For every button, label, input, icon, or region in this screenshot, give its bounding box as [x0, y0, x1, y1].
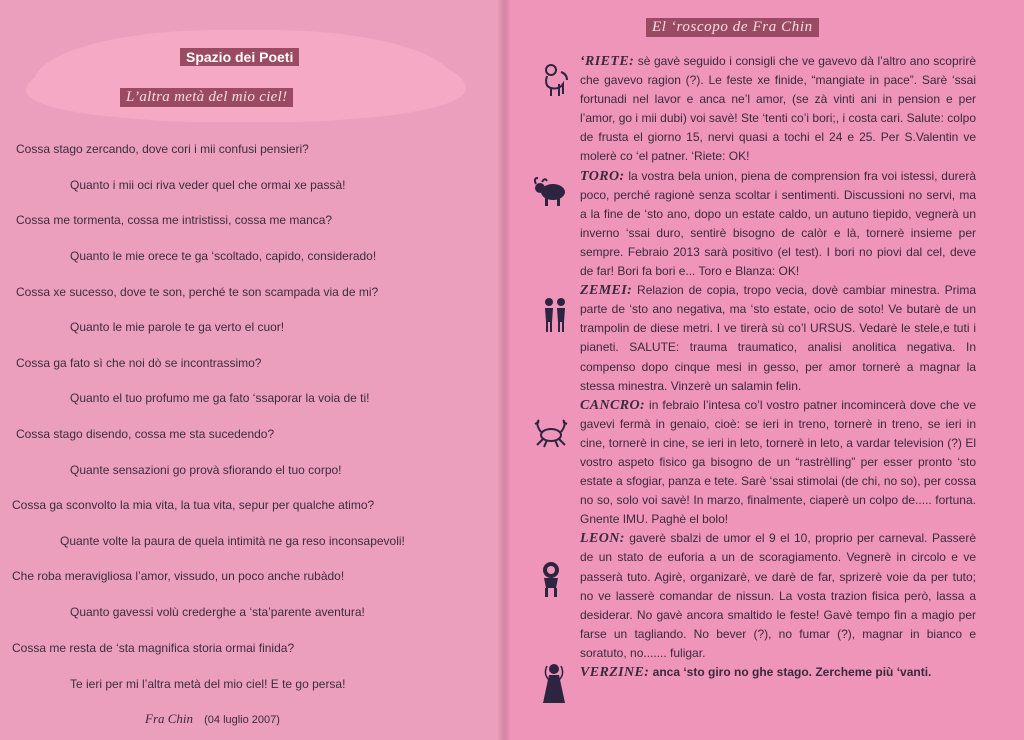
poem-title: L’altra metà del mio ciel!: [120, 88, 293, 107]
sign-virgo-label: VERZINE:: [580, 665, 650, 680]
poem-line: Te ieri per mi l’altra metà del mio ciel! E te go persa!: [70, 677, 346, 691]
cancer-text: in febraio l’intesa co’l vostro patner incomincerà dove che ve gavevi fermà in genaio, cioè: se ieri in treno, tornerè in treno, se ieri in cine, tornerè in cine, se ieri in leto, tornerè in leto, a vardar television (?) El vostro aspeto fisico ga bisogno de un “rastrèlling” per esser pronto ‘sto estate a sfogiar, panza e tete. Sarè ‘ssai stimolai (de chi, no so), per cossa no so, solo voi savè! In marzo, finalmente, ciaperè un colpo de..... fortuna. Gnente IMU. Paghè el bolo!: [580, 397, 976, 527]
poem-line: Quante volte la paura de quela intimità ne ga reso inconsapevoli!: [60, 534, 405, 548]
poem-line: Quante sensazioni go provà sfiorando el tuo corpo!: [70, 463, 342, 477]
poem-line: Cossa xe sucesso, dove te son, perché te son scampada via de mi?: [16, 285, 379, 299]
poem-line: Cossa stago disendo, cossa me sta sucedendo?: [16, 427, 275, 441]
poem-line: Quanto gavessi volù crederghe a ‘sta’parente aventura!: [70, 605, 365, 619]
poem-date: (04 luglio 2007): [204, 714, 280, 726]
virgin-icon: [539, 662, 569, 706]
header-cloud: [34, 30, 454, 122]
lion-icon: [535, 560, 567, 598]
poem-line: Quanto el tuo profumo me ga fato ‘ssaporar la voia de ti!: [70, 391, 370, 405]
leo-text: gaverè sbalzi de umor el 9 el 10, proprio per carneval. Passerè de un stato de euforia a un de scoragiamento. Vegnerè in circolo e ve passerà tuto. Agirè, organizarè, ve darè de far, sprizerè voie da per tuto; no ve lasserè comandar de nissun. La vosta trazion fisica però, lassa a desiderar. No gavè ancora smaltido le feste! Gavè tempo fin a magio per farse un tagliando. No bever (?), no fumar (?), magnar in bianco e soratuto, no....... fuligar.: [580, 531, 976, 660]
poem-line: Cossa stago zercando, dove cori i mii confusi pensieri?: [16, 142, 309, 156]
gemini-text: Relazion de copia, tropo vecia, dovè cambiar minestra. Prima parte de ‘sto ano negativa, ma ‘sto estate, ocio de soto! Ve butarè de un trampolin de diese metri. I ve tirerà sù co’l URSUS. Vedarè le stele,e tuti i pianeti. SALUTE: trauma traumatico, analisi anolitica negativa. In compenso dopo cinque mesi in gesso, per amor tornerè a magnar la stessa minestra. Vinzerè un salamin felin.: [580, 283, 976, 393]
poem-page: [0, 0, 505, 740]
entry-taurus: [580, 167, 976, 282]
poem-line: Cossa me tormenta, cossa me intristissi, cossa me manca?: [16, 213, 333, 227]
horoscope-title: El ‘roscopo de Fra Chin: [646, 18, 819, 37]
aries-text: sè gavè seguido i consigli che ve gavevo dà l’altro ano scoprirè che gavevo ragion (?). Le feste xe finide, “mangiate in pace”. Sarè ‘ssai fortunadi nel lavor e anca ne’l amor, (se zà vinti ani in pension e per l’amor, go i mii dubi) voi savè! Ste ‘tenti co’i bori;, i costa cari. Salute: colpo de frusta el giorno 15, nervi quasi a tochi el 24 e 25. Per S.Valentin ve molerè co ‘el patner. ‘Riete: OK!: [580, 54, 976, 164]
poem-line: Quanto le mie parole te ga verto el cuor!: [70, 320, 285, 334]
ram-icon: [539, 62, 573, 98]
sign-aries-label: ‘RIETE:: [580, 54, 635, 69]
sign-leo-label: LEON:: [580, 531, 625, 547]
horoscope-text: [580, 52, 976, 682]
poem-line: Quanto i mii oci riva veder quel che ormai xe passà!: [70, 178, 346, 192]
taurus-text: la vostra bela union, piena de comprension fra voi istessi, durerà poco, perché ragionè senza scoltar i sentimenti. Discussioni no servi, ma a la fine de ‘sto ano, dopo un estate caldo, un autuno tiepido, vegnerà un inverno ‘ssai duro, sentirè bisogno de calòr e là, tornerè insieme per sempre. Febraio 2013 sarà positivo (el test). I bori no piovi dal cel, deve de far! Bori fa bori e... Toro e Blanza: OK!: [580, 168, 976, 279]
sign-taurus-label: TORO:: [580, 168, 625, 184]
poem-line: Cossa ga fato sì che noi dò se incontrassimo?: [16, 356, 262, 370]
entry-cancer: [580, 396, 976, 530]
entry-gemini: [580, 281, 976, 396]
poem-signature: [145, 711, 280, 727]
author-name: Fra Chin: [145, 711, 194, 726]
poem-line: Che roba meravigliosa l’amor, vissudo, un poco anche rubàdo!: [12, 569, 345, 583]
sign-cancer-label: CANCRO:: [580, 397, 646, 413]
sign-gemini-label: ZEMEI:: [580, 283, 633, 299]
entry-aries: [580, 52, 976, 167]
entry-leo: [580, 529, 976, 663]
entry-virgo: [580, 663, 976, 682]
twins-icon: [539, 296, 571, 334]
virgo-text: anca ‘sto giro no ghe stago. Zercheme più ‘vanti.: [649, 665, 932, 679]
poets-section-title: Spazio dei Poeti: [180, 48, 299, 66]
poem-line: Cossa ga sconvolto la mia vita, la tua vita, sepur per qualche atimo?: [12, 498, 375, 512]
crab-icon: [531, 418, 571, 448]
poem-line: Quanto le mie orece te ga ‘scoltado, capido, considerado!: [70, 249, 377, 263]
bull-icon: [531, 176, 569, 208]
poem-line: Cossa me resta de ‘sta magnifica storia ormai finida?: [12, 641, 295, 655]
